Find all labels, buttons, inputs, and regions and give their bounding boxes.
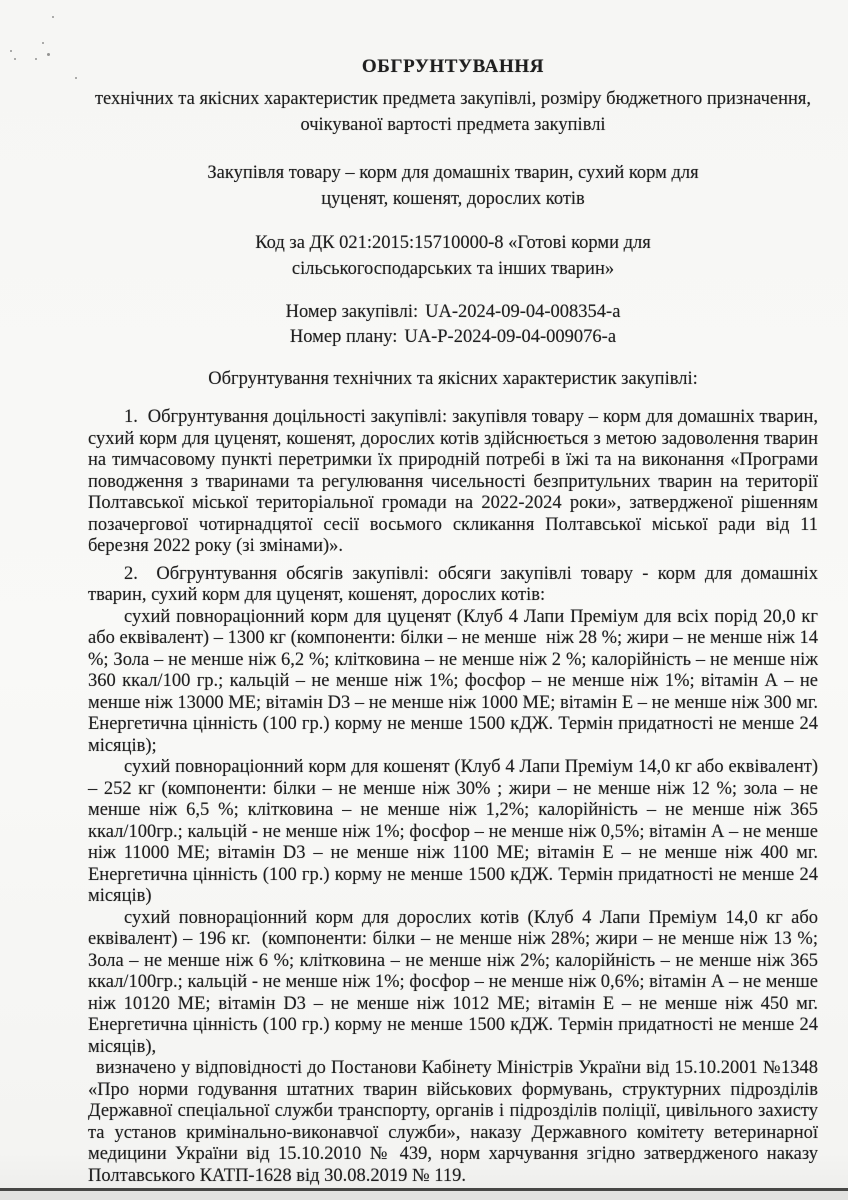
plan-number-label: Номер плану:	[289, 327, 398, 347]
document-content	[88, 54, 818, 1187]
scan-speckle	[47, 53, 50, 56]
plan-number-value: UA-P-2024-09-04-009076-a	[404, 327, 617, 347]
document-body	[88, 407, 818, 1187]
paragraph-volumes-intro: 2. Обгрунтування обсягів закупівлі: обсяги закупівлі товару - корм для домашніх тварин, сухий корм для цуценят, кошенят, дорослих котів:	[88, 563, 818, 605]
procurement-number-line	[88, 300, 818, 325]
numbers-block	[88, 300, 818, 350]
scan-speckle	[42, 42, 44, 44]
scan-speckle	[10, 50, 12, 52]
document-title: ОБГРУНТУВАННЯ	[361, 56, 545, 77]
scan-bottom-margin	[0, 1191, 848, 1200]
section-heading: Обгрунтування технічних та якісних характеристик закупівлі:	[208, 369, 698, 389]
paragraph-rationale: 1. Обгрунтування доцільності закупівлі: закупівля товару – корм для домашніх тварин, сухий корм для цуценят, кошенят, дорослих котів здійснюється з метою задоволення тварин на тимчасовому пункті перетримки їх природній потребі в їжі та на виконання «Програми поводження з тваринами та регулювання чисельності безпритульних тварин на території Полтавської міської територіальної громади на 2022-2024 роки», затвердженої рішенням позачергової чотирнадцятої сесії восьмого скликання Полтавської міської ради від 11 березня 2022 року (зі змінами)».	[88, 407, 818, 556]
procurement-number-value: UA-2024-09-04-008354-a	[425, 302, 621, 322]
procurement-number-label: Номер закупівлі:	[285, 302, 419, 322]
scan-speckle	[75, 77, 77, 79]
paragraph-legal-basis: визначено у відповідності до Постанови Кабінету Міністрів України від 15.10.2001 №1348 «Про норми годування штатних тварин військових формувань, структурних підрозділів Державної спеціальної служби транспорту, органів і підрозділів поліції, цивільного захисту та установ кримінально-виконавчої служби», наказу Державного комітету ветеринарної медицини України від 15.10.2010 № 439, норм харчування згідно затвердженого наказу Полтавського КАТП-1628 від 30.08.2019 № 119.	[88, 1058, 818, 1186]
paragraph-puppy-food: сухий повнораціонний корм для цуценят (Клуб 4 Лапи Преміум для всіх порід 20,0 кг або еквівалент) – 1300 кг (компоненти: білки – не менше ніж 28 %; жири – не менше ніж 14 %; Зола – не менше ніж 6,2 %; клітковина – не менше ніж 2 %; калорійність – не менше ніж 360 ккал/100 гр.; кальцій – не менше ніж 1%; фосфор – не менше ніж 1%; вітамін А – не менше ніж 13000 МЕ; вітамін D3 – не менше ніж 1000 МЕ; вітамін Е – не менше ніж 300 мг. Енергетична цінність (100 гр.) корму не менше 1500 кДЖ. Термін придатності не менше 24 місяців);	[88, 606, 818, 756]
paragraph-kitten-food: сухий повнораціонний корм для кошенят (Клуб 4 Лапи Преміум 14,0 кг або еквівалент) – 252 кг (компоненти: білки – не менше ніж 30% ; жири – не менше ніж 12 %; зола – не менше ніж 6,5 %; клітковина – не менше ніж 1,2%; калорійність – не менше ніж 365 ккал/100гр.; кальцій - не менше ніж 1%; фосфор – не менше ніж 0,5%; вітамін А – не менше ніж 11000 МЕ; вітамін D3 – не менше ніж 1100 МЕ; вітамін Е – не менше ніж 400 мг. Енергетична цінність (100 гр.) корму не менше 1500 кДЖ. Термін придатності не менше 24 місяців)	[88, 757, 818, 906]
document-subtitle: технічних та якісних характеристик предмета закупівлі, розміру бюджетного призначення, очікуваної вартості предмета закупівлі	[94, 89, 812, 135]
scan-speckle	[52, 16, 54, 18]
plan-number-line	[88, 325, 818, 350]
scan-speckle	[14, 58, 16, 60]
subject-line: Закупівля товару – корм для домашніх тварин, сухий корм для цуценят, кошенят, дорослих котів	[207, 163, 699, 209]
paragraph-cat-food: сухий повнораціонний корм для дорослих котів (Клуб 4 Лапи Преміум 14,0 кг або еквівалент) – 196 кг. (компоненти: білки – не менше ніж 28%; жири – не менше ніж 13 %; Зола – не менше ніж 6 %; клітковина – не менше ніж 2%; калорійність – не менше ніж 365 ккал/100гр.; кальцій - не менше ніж 1%; фосфор – не менше ніж 0,6%; вітамін А – не менше ніж 10120 МЕ; вітамін D3 – не менше ніж 1012 МЕ; вітамін Е – не менше ніж 450 мг. Енергетична цінність (100 гр.) корму не менше 1500 кДЖ. Термін придатності не менше 24 місяців),	[88, 907, 818, 1057]
scan-speckle	[35, 58, 37, 60]
dk-code-line: Код за ДК 021:2015:15710000-8 «Готові корми для сільськогосподарських та інших тварин»	[255, 233, 651, 279]
